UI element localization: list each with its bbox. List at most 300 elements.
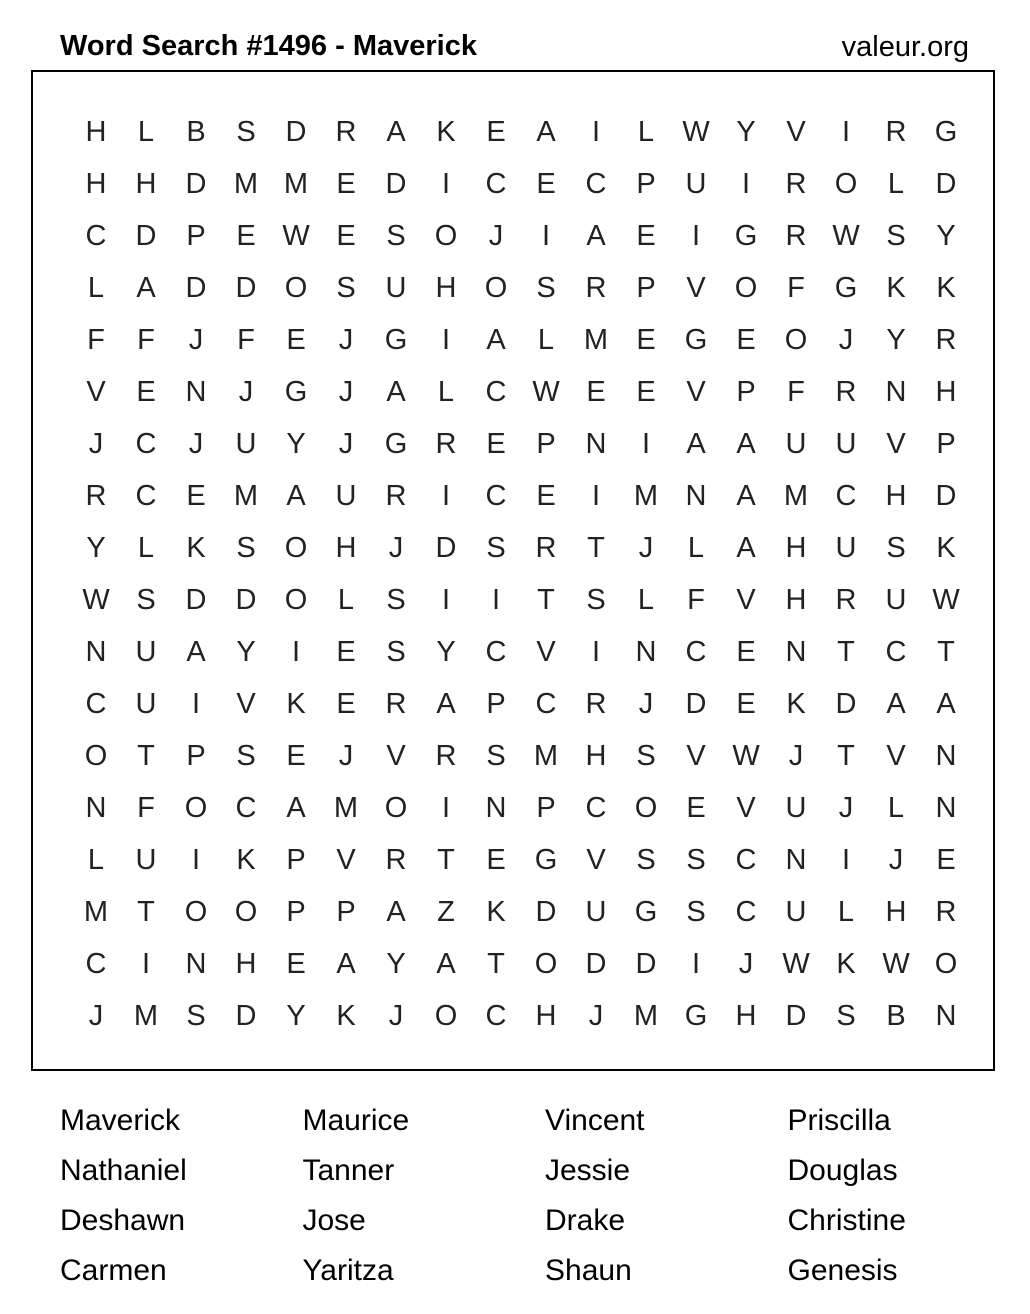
grid-letter: H: [735, 999, 757, 1032]
grid-letter: J: [738, 947, 754, 980]
grid-letter: U: [135, 843, 157, 876]
grid-letter: T: [137, 895, 155, 928]
grid-letter: W: [782, 947, 810, 980]
grid-letter: R: [335, 115, 357, 148]
grid-letter: E: [336, 635, 356, 668]
grid-letter: J: [888, 843, 904, 876]
grid-letter: T: [437, 843, 455, 876]
grid-letter: A: [736, 427, 756, 460]
word-list-item: Jessie: [545, 1154, 631, 1187]
grid-letter: D: [435, 531, 457, 564]
grid-letter: M: [283, 167, 309, 200]
grid-letter: M: [333, 791, 359, 824]
grid-letter: O: [234, 895, 258, 928]
grid-letter: K: [486, 895, 506, 928]
grid-letter: S: [636, 843, 656, 876]
grid-letter: C: [135, 479, 157, 512]
grid-letter: J: [88, 999, 104, 1032]
grid-letter: E: [636, 323, 656, 356]
grid-letter: K: [936, 531, 956, 564]
word-list-item: Drake: [545, 1204, 626, 1237]
grid-letter: S: [386, 219, 406, 252]
grid-letter: M: [83, 895, 109, 928]
grid-letter: Y: [736, 115, 756, 148]
grid-letter: Y: [936, 219, 956, 252]
grid-letter: C: [485, 167, 507, 200]
grid-letter: S: [236, 739, 256, 772]
grid-letter: N: [935, 739, 957, 772]
grid-letter: D: [535, 895, 557, 928]
grid-letter: U: [135, 687, 157, 720]
grid-letter: K: [836, 947, 856, 980]
word-list-item: Douglas: [787, 1154, 898, 1187]
grid-letter: U: [885, 583, 907, 616]
grid-letter: C: [535, 687, 557, 720]
grid-letter: P: [736, 375, 756, 408]
grid-letter: N: [935, 791, 957, 824]
grid-letter: R: [85, 479, 107, 512]
grid-letter: A: [186, 635, 206, 668]
grid-letter: L: [87, 271, 105, 304]
grid-letter: A: [886, 687, 906, 720]
grid-letter: D: [385, 167, 407, 200]
grid-letter: C: [85, 219, 107, 252]
grid-letter: C: [485, 635, 507, 668]
grid-letter: P: [186, 219, 206, 252]
grid-letter: A: [686, 427, 706, 460]
grid-letter: L: [837, 895, 855, 928]
grid-letter: O: [534, 947, 558, 980]
grid-letter: T: [937, 635, 955, 668]
grid-letter: V: [336, 843, 356, 876]
grid-letter: E: [486, 427, 506, 460]
grid-letter: C: [585, 167, 607, 200]
grid-letter: S: [686, 843, 706, 876]
grid-letter: V: [736, 791, 756, 824]
grid-letter: T: [837, 635, 855, 668]
grid-letter: G: [684, 999, 708, 1032]
grid-letter: V: [686, 739, 706, 772]
grid-letter: I: [191, 843, 201, 876]
grid-letter: E: [286, 947, 306, 980]
grid-letter: J: [88, 427, 104, 460]
grid-letter: P: [186, 739, 206, 772]
grid-letter: C: [485, 375, 507, 408]
grid-letter: S: [686, 895, 706, 928]
grid-letter: O: [834, 167, 858, 200]
grid-letter: L: [687, 531, 705, 564]
grid-letter: D: [785, 999, 807, 1032]
grid-letter: K: [186, 531, 206, 564]
grid-letter: J: [188, 323, 204, 356]
grid-letter: E: [636, 219, 656, 252]
grid-letter: E: [536, 167, 556, 200]
word-list-item: Christine: [787, 1204, 906, 1237]
grid-letter: N: [85, 635, 107, 668]
grid-letter: A: [936, 687, 956, 720]
grid-letter: U: [785, 895, 807, 928]
grid-letter: G: [384, 427, 408, 460]
grid-letter: C: [485, 999, 507, 1032]
grid-letter: A: [386, 895, 406, 928]
grid-letter: R: [385, 687, 407, 720]
grid-letter: I: [191, 687, 201, 720]
grid-letter: Y: [286, 999, 306, 1032]
grid-letter: K: [786, 687, 806, 720]
word-list: [60, 1098, 1030, 1298]
grid-letter: J: [838, 323, 854, 356]
grid-letter: A: [136, 271, 156, 304]
grid-letter: G: [934, 115, 958, 148]
grid-letter: C: [585, 791, 607, 824]
word-list-item: Maurice: [302, 1104, 410, 1137]
grid-letter: Y: [236, 635, 256, 668]
grid-letter: W: [732, 739, 760, 772]
grid-letter: W: [82, 583, 110, 616]
grid-letter: V: [886, 739, 906, 772]
grid-letter: I: [691, 219, 701, 252]
grid-letter: S: [336, 271, 356, 304]
grid-letter: S: [486, 739, 506, 772]
grid-letter: O: [184, 895, 208, 928]
grid-letter: N: [485, 791, 507, 824]
grid-letter: D: [835, 687, 857, 720]
grid-letter: J: [638, 531, 654, 564]
word-list-item: Maverick: [60, 1104, 181, 1137]
grid-letter: C: [235, 791, 257, 824]
grid-letter: V: [236, 687, 256, 720]
grid-letter: T: [587, 531, 605, 564]
grid-letter: P: [336, 895, 356, 928]
grid-letter: O: [384, 791, 408, 824]
grid-letter: G: [284, 375, 308, 408]
grid-letter: S: [486, 531, 506, 564]
grid-letter: W: [932, 583, 960, 616]
grid-letter: V: [686, 375, 706, 408]
grid-letter: I: [841, 115, 851, 148]
grid-letter: D: [185, 271, 207, 304]
grid-letter: V: [686, 271, 706, 304]
grid-letter: N: [85, 791, 107, 824]
grid-letter: R: [435, 427, 457, 460]
grid-letter: I: [591, 635, 601, 668]
grid-letter: N: [635, 635, 657, 668]
word-list-item: Yaritza: [302, 1254, 394, 1287]
grid-letter: H: [785, 583, 807, 616]
grid-letter: M: [233, 479, 259, 512]
grid-letter: N: [785, 635, 807, 668]
grid-letter: C: [85, 947, 107, 980]
grid-letter: G: [384, 323, 408, 356]
grid-letter: A: [486, 323, 506, 356]
grid-letter: P: [286, 895, 306, 928]
grid-letter: G: [684, 323, 708, 356]
grid-letter: R: [785, 167, 807, 200]
grid-letter: I: [441, 323, 451, 356]
grid-letter: E: [286, 323, 306, 356]
grid-letter: G: [734, 219, 758, 252]
grid-letter: T: [137, 739, 155, 772]
grid-letter: L: [637, 115, 655, 148]
grid-letter: V: [786, 115, 806, 148]
grid-letter: P: [486, 687, 506, 720]
grid-letter: E: [586, 375, 606, 408]
grid-letter: E: [686, 791, 706, 824]
grid-letter: F: [237, 323, 255, 356]
grid-letter: E: [736, 635, 756, 668]
grid-letter: J: [338, 375, 354, 408]
grid-letter: H: [885, 479, 907, 512]
grid-letter: C: [685, 635, 707, 668]
grid-letter: A: [736, 531, 756, 564]
grid-letter: F: [787, 375, 805, 408]
site-name: valeur.org: [841, 31, 969, 63]
grid-letter: Y: [436, 635, 456, 668]
grid-letter: A: [536, 115, 556, 148]
grid-letter: W: [282, 219, 310, 252]
grid-letter: I: [491, 583, 501, 616]
grid-letter: E: [536, 479, 556, 512]
grid-letter: I: [441, 791, 451, 824]
grid-letter: C: [735, 895, 757, 928]
grid-letter: R: [835, 583, 857, 616]
grid-letter: I: [141, 947, 151, 980]
grid-letter: U: [785, 791, 807, 824]
grid-letter: P: [636, 271, 656, 304]
grid-letter: J: [388, 531, 404, 564]
grid-letter: J: [238, 375, 254, 408]
grid-letter: S: [886, 531, 906, 564]
grid-letter: E: [136, 375, 156, 408]
grid-letter: H: [585, 739, 607, 772]
grid-letter: E: [636, 375, 656, 408]
grid-letter: Y: [286, 427, 306, 460]
grid-letter: I: [841, 843, 851, 876]
grid-letter: V: [586, 843, 606, 876]
grid-letter: D: [935, 167, 957, 200]
grid-letter: W: [682, 115, 710, 148]
grid-letter: R: [885, 115, 907, 148]
grid-letter: J: [638, 687, 654, 720]
grid-letter: E: [486, 843, 506, 876]
grid-letter: U: [685, 167, 707, 200]
grid-letter: M: [533, 739, 559, 772]
grid-letter: S: [536, 271, 556, 304]
grid-letter: K: [286, 687, 306, 720]
word-list-item: Nathaniel: [60, 1154, 187, 1187]
grid-letter: P: [286, 843, 306, 876]
grid-letter: I: [591, 115, 601, 148]
grid-letter: A: [586, 219, 606, 252]
grid-letter: J: [388, 999, 404, 1032]
grid-letter: D: [935, 479, 957, 512]
grid-letter: M: [233, 167, 259, 200]
word-list-item: Deshawn: [60, 1204, 186, 1237]
grid-letter: O: [784, 323, 808, 356]
word-list-item: Carmen: [60, 1254, 167, 1287]
word-list-item: Jose: [302, 1204, 366, 1237]
grid-letter: E: [936, 843, 956, 876]
grid-letter: F: [137, 323, 155, 356]
grid-letter: H: [235, 947, 257, 980]
grid-letter: Y: [886, 323, 906, 356]
grid-letter: D: [135, 219, 157, 252]
grid-letter: J: [338, 739, 354, 772]
grid-letter: F: [787, 271, 805, 304]
grid-letter: A: [386, 115, 406, 148]
grid-letter: W: [532, 375, 560, 408]
grid-letter: A: [286, 791, 306, 824]
grid-letter: F: [87, 323, 105, 356]
grid-letter: U: [785, 427, 807, 460]
grid-letter: J: [188, 427, 204, 460]
grid-letter: N: [785, 843, 807, 876]
grid-letter: W: [832, 219, 860, 252]
grid-letter: R: [585, 687, 607, 720]
grid-letter: S: [136, 583, 156, 616]
grid-letter: U: [335, 479, 357, 512]
grid-letter: D: [235, 583, 257, 616]
grid-letter: S: [636, 739, 656, 772]
grid-letter: D: [585, 947, 607, 980]
grid-letter: U: [135, 635, 157, 668]
grid-letter: C: [135, 427, 157, 460]
grid-letter: I: [541, 219, 551, 252]
grid-letter: H: [85, 167, 107, 200]
grid-letter: H: [85, 115, 107, 148]
grid-letter: G: [534, 843, 558, 876]
grid-letter: S: [886, 219, 906, 252]
grid-letter: H: [435, 271, 457, 304]
grid-letter: V: [886, 427, 906, 460]
grid-letter: N: [185, 375, 207, 408]
grid-letter: B: [886, 999, 906, 1032]
grid-letter: N: [935, 999, 957, 1032]
grid-letter: A: [336, 947, 356, 980]
grid-letter: E: [336, 219, 356, 252]
grid-letter: U: [585, 895, 607, 928]
grid-letter: E: [486, 115, 506, 148]
grid-letter: M: [633, 999, 659, 1032]
page-title: Word Search #1496 - Maverick: [60, 30, 477, 62]
grid-letter: M: [133, 999, 159, 1032]
grid-letter: J: [588, 999, 604, 1032]
grid-letter: J: [488, 219, 504, 252]
grid-letter: O: [284, 531, 308, 564]
grid-letter: S: [836, 999, 856, 1032]
grid-letter: O: [734, 271, 758, 304]
grid-letter: E: [736, 323, 756, 356]
grid-letter: R: [435, 739, 457, 772]
grid-letter: J: [838, 791, 854, 824]
grid-letter: K: [936, 271, 956, 304]
grid-letter: O: [934, 947, 958, 980]
grid-letter: A: [736, 479, 756, 512]
grid-letter: E: [236, 219, 256, 252]
grid-letter: Y: [386, 947, 406, 980]
grid-letter: K: [436, 115, 456, 148]
grid-letter: R: [935, 323, 957, 356]
grid-letter: R: [585, 271, 607, 304]
grid-letter: C: [885, 635, 907, 668]
grid-letter: O: [184, 791, 208, 824]
grid-letter: R: [935, 895, 957, 928]
grid-letter: H: [885, 895, 907, 928]
word-list-item: Vincent: [545, 1104, 645, 1137]
grid-letter: W: [882, 947, 910, 980]
grid-letter: G: [834, 271, 858, 304]
grid-letter: U: [385, 271, 407, 304]
grid-letter: J: [338, 427, 354, 460]
grid-letter: O: [84, 739, 108, 772]
grid-letter: D: [685, 687, 707, 720]
grid-letter: A: [386, 375, 406, 408]
word-list-item: Priscilla: [787, 1104, 891, 1137]
grid-letter: H: [135, 167, 157, 200]
grid-letter: I: [691, 947, 701, 980]
grid-letter: S: [386, 583, 406, 616]
grid-letter: O: [484, 271, 508, 304]
word-list-item: Tanner: [302, 1154, 395, 1187]
grid-letter: P: [536, 427, 556, 460]
grid-letter: C: [835, 479, 857, 512]
grid-letter: A: [436, 687, 456, 720]
grid-letter: K: [336, 999, 356, 1032]
grid-letter: N: [885, 375, 907, 408]
grid-letter: I: [641, 427, 651, 460]
grid-letter: O: [284, 271, 308, 304]
grid-letter: S: [586, 583, 606, 616]
grid-letter: R: [385, 479, 407, 512]
grid-letter: T: [837, 739, 855, 772]
grid-letter: O: [284, 583, 308, 616]
grid-letter: R: [785, 219, 807, 252]
grid-letter: E: [286, 739, 306, 772]
grid-letter: N: [685, 479, 707, 512]
grid-letter: D: [185, 583, 207, 616]
grid-letter: R: [835, 375, 857, 408]
grid-letter: S: [186, 999, 206, 1032]
grid-letter: H: [335, 531, 357, 564]
grid-letter: E: [186, 479, 206, 512]
grid-letter: K: [236, 843, 256, 876]
grid-letter: L: [887, 167, 905, 200]
grid-letter: S: [236, 531, 256, 564]
grid-letter: A: [286, 479, 306, 512]
grid-letter: L: [337, 583, 355, 616]
grid-letter: E: [336, 167, 356, 200]
grid-letter: Z: [437, 895, 455, 928]
grid-letter: F: [137, 791, 155, 824]
word-list-item: Shaun: [545, 1254, 632, 1287]
grid-letter: V: [736, 583, 756, 616]
grid-letter: D: [235, 271, 257, 304]
grid-letter: I: [441, 167, 451, 200]
grid-letter: L: [137, 531, 155, 564]
grid-letter: M: [783, 479, 809, 512]
word-list-item: Genesis: [787, 1254, 898, 1287]
grid-letter: A: [436, 947, 456, 980]
grid-letter: O: [434, 219, 458, 252]
grid-letter: O: [634, 791, 658, 824]
grid-letter: N: [585, 427, 607, 460]
grid-letter: H: [785, 531, 807, 564]
grid-letter: V: [536, 635, 556, 668]
grid-letter: I: [741, 167, 751, 200]
grid-letter: C: [85, 687, 107, 720]
grid-letter: P: [636, 167, 656, 200]
grid-letter: I: [441, 479, 451, 512]
